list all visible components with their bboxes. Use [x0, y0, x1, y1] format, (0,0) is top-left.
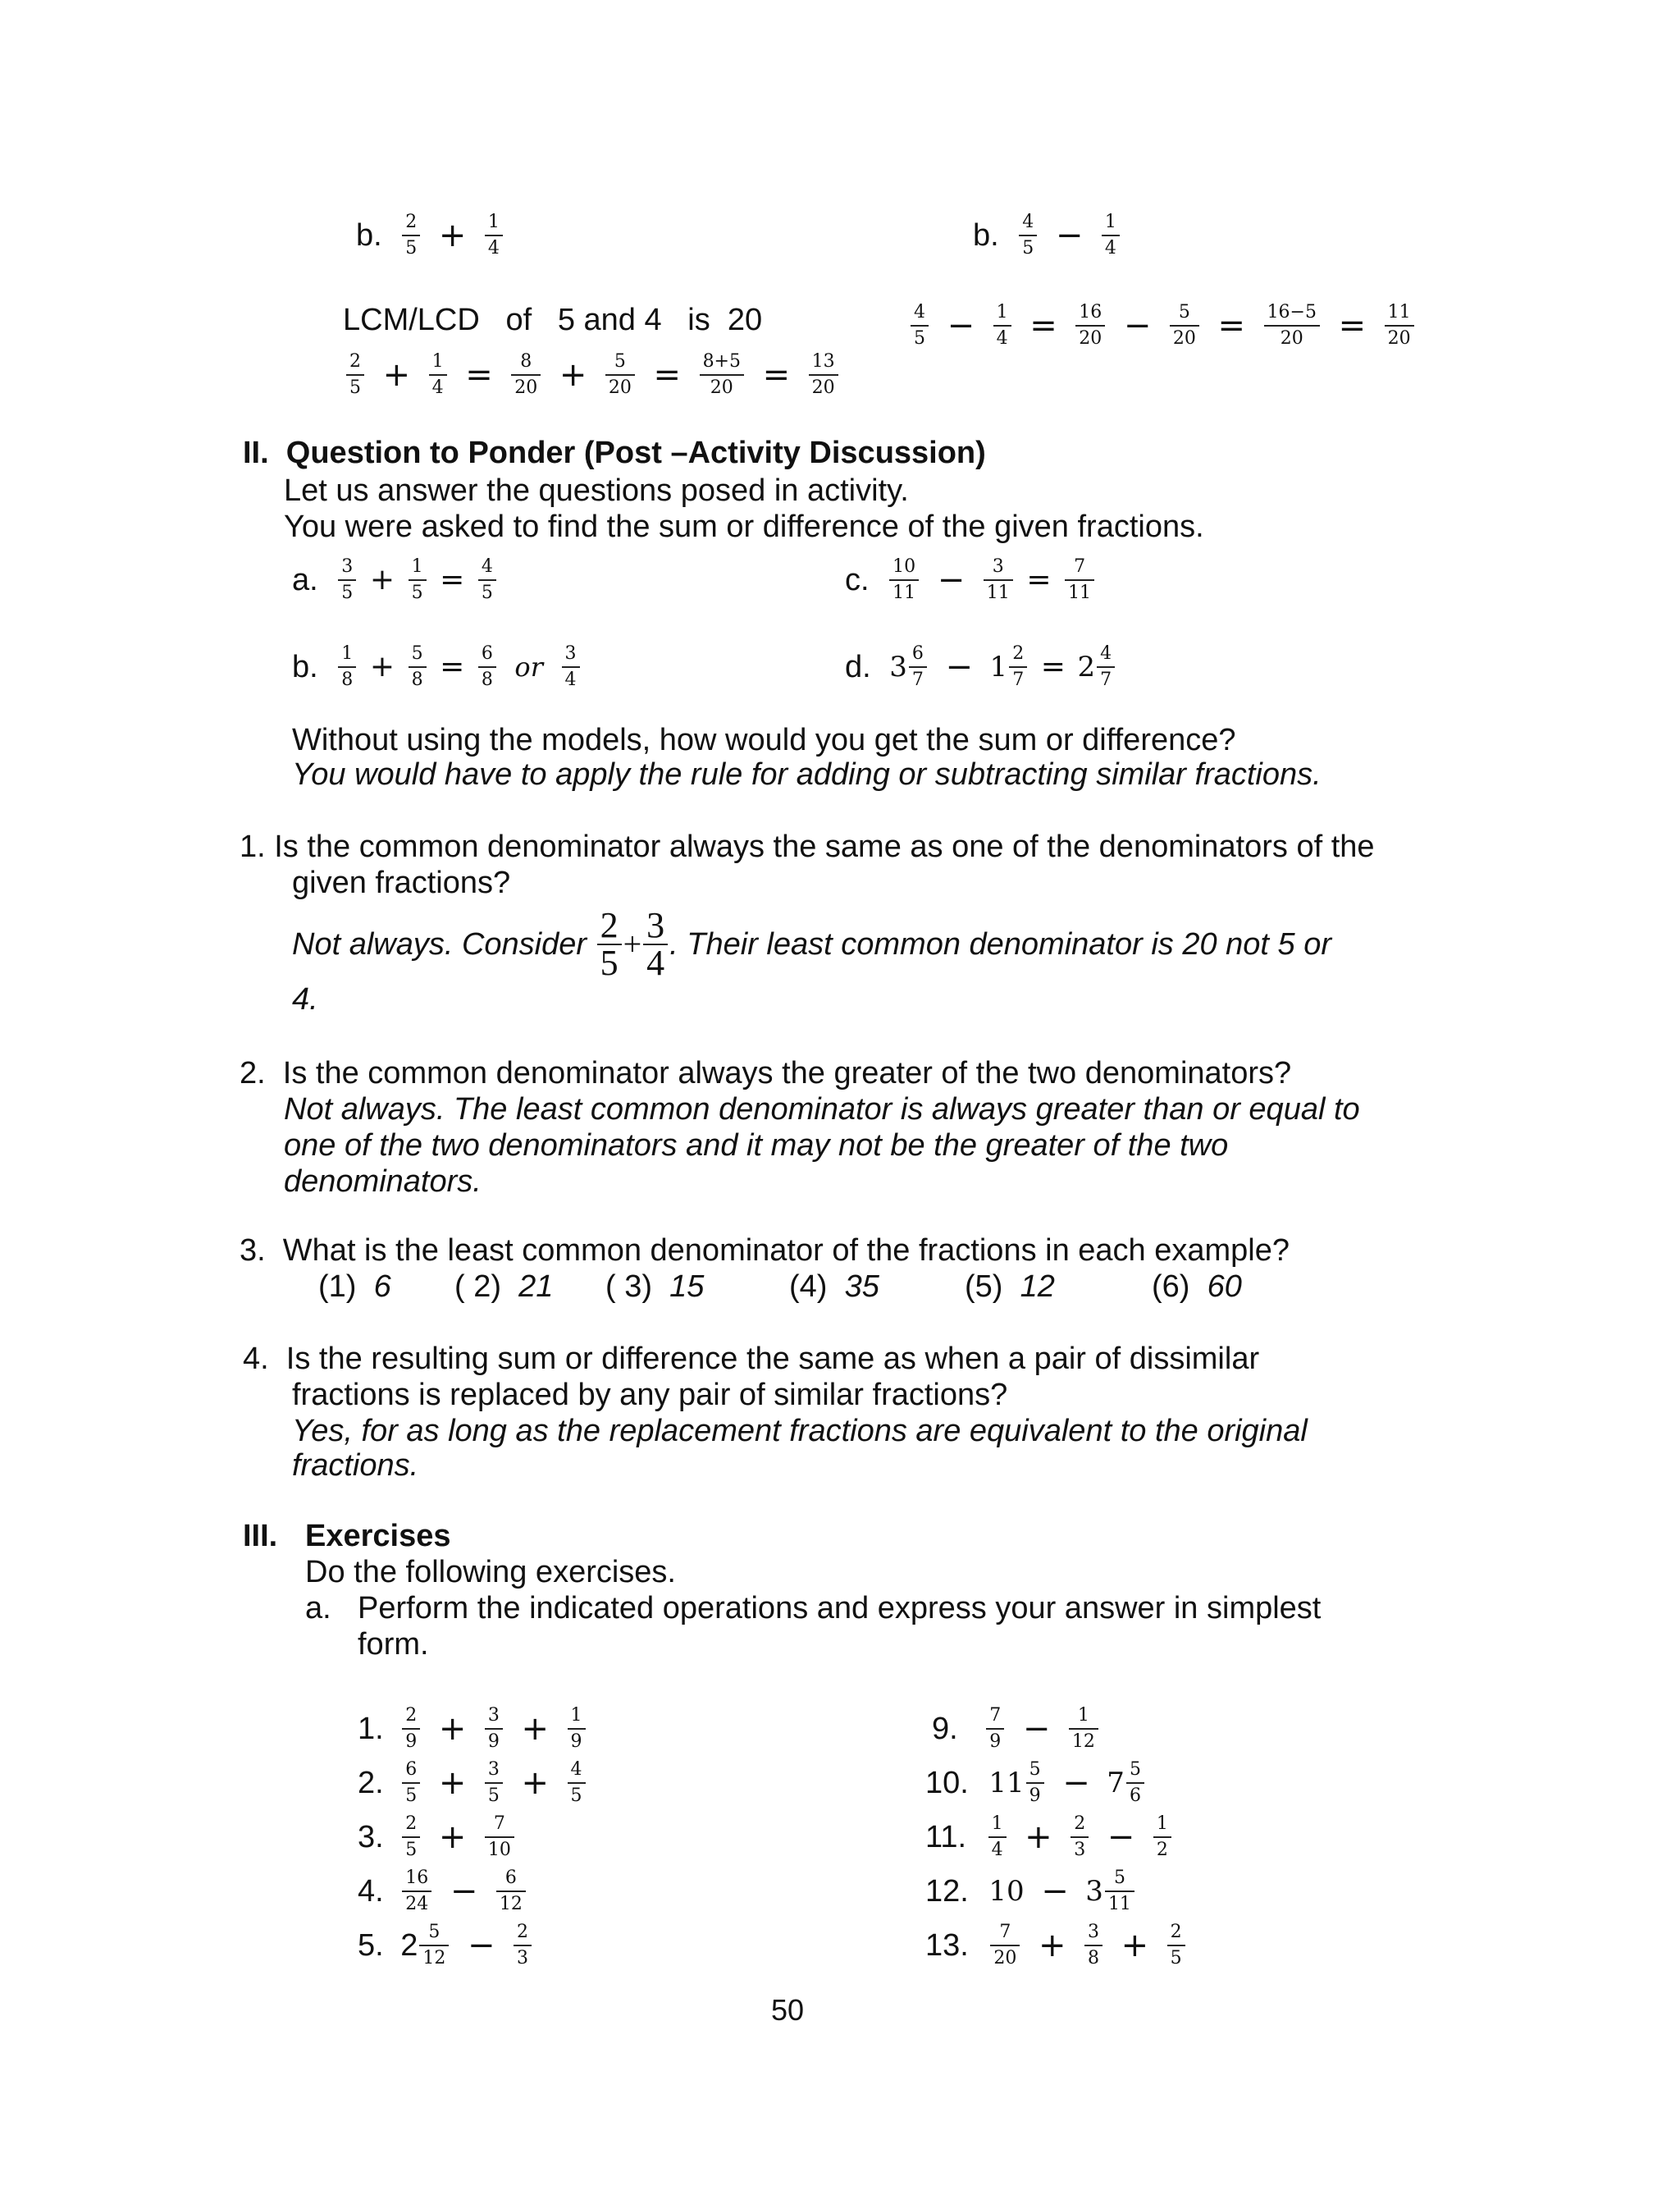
exercise-11: 11. $\frac{1}{4}$ + $\frac{2}{3}$ − $\frac{1}{2}$: [925, 1812, 1173, 1863]
fraction: $\frac{4}{5}$: [478, 555, 496, 606]
section-2-intro-1: Let us answer the questions posed in activity.: [284, 473, 909, 508]
without-answer: You would have to apply the rule for adding or subtracting similar fractions.: [292, 757, 1322, 792]
fraction: $\frac{2}{5}$: [346, 350, 364, 400]
q3-answer-2: ( 2) 21: [454, 1269, 554, 1304]
fraction: $\frac{6}{5}$: [402, 1758, 420, 1808]
fraction: $\frac{3}{9}$: [485, 1703, 503, 1754]
q3-answer-4: (4) 35: [789, 1269, 879, 1304]
fraction: $\frac{1}{4}$: [429, 350, 447, 400]
item-c: c. $\frac{10}{11}$ − $\frac{3}{11}$ = $\frac{7}{11}$: [845, 555, 1096, 606]
exercise-2: 2. $\frac{6}{5}$ + $\frac{3}{5}$ + $\frac{4}{5}$: [358, 1758, 587, 1808]
fraction: $\frac{1}{5}$: [409, 555, 427, 606]
fraction: $\frac{5}{9}$: [1026, 1758, 1044, 1808]
exercise-4: 4. $\frac{16}{24}$ − $\frac{6}{12}$: [358, 1866, 527, 1917]
q2-line-1: 2. Is the common denominator always the greater of the two denominators?: [240, 1056, 1292, 1090]
fraction: $\frac{2}{7}$: [1009, 642, 1027, 693]
fraction: $\frac{16-5}{20}$: [1264, 300, 1320, 351]
q3-answer-6: (6) 60: [1152, 1269, 1242, 1304]
fraction: $\frac{3}{11}$: [984, 555, 1013, 606]
fraction: $\frac{4}{7}$: [1097, 642, 1115, 693]
q2-answer-2: one of the two denominators and it may not be the greater of the two: [284, 1128, 1229, 1163]
q4-answer-1: Yes, for as long as the replacement fractions are equivalent to the original: [292, 1414, 1308, 1448]
fraction: $\frac{5}{12}$: [419, 1920, 449, 1971]
fraction: $\frac{6}{12}$: [496, 1866, 526, 1917]
fraction: $\frac{1}{4}$: [1102, 210, 1120, 261]
fraction: $\frac{6}{7}$: [909, 642, 927, 693]
section-2-intro-2: You were asked to find the sum or difference of the given fractions.: [284, 510, 1204, 544]
exercise-a-text-2: form.: [358, 1627, 429, 1662]
item-label: b.: [356, 218, 382, 253]
fraction: $\frac{8+5}{20}$: [700, 350, 744, 400]
q4-line-2: fractions is replaced by any pair of similar fractions?: [292, 1378, 1008, 1412]
fraction: $\frac{2}{3}$: [1071, 1812, 1089, 1863]
fraction: $\frac{2}{5}$: [597, 908, 622, 981]
page-number: 50: [771, 1993, 805, 2027]
lcm-text: LCM/LCD of 5 and 4 is 20: [343, 303, 763, 337]
exercise-13: 13. $\frac{7}{20}$ + $\frac{3}{8}$ + $\frac{2}{5}$: [925, 1920, 1187, 1971]
fraction: $\frac{2}{5}$: [402, 210, 420, 261]
fraction: $\frac{2}{9}$: [402, 1703, 420, 1754]
top-left-work: $\frac{2}{5}$ + $\frac{1}{4}$ = $\frac{8}{20}$ + $\frac{5}{20}$ = $\frac{8+5}{20}$ = $\frac{13}{20}$: [345, 350, 840, 400]
fraction: $\frac{2}{3}$: [514, 1920, 532, 1971]
top-left-problem: b. $\frac{2}{5}$ + $\frac{1}{4}$: [356, 210, 504, 261]
q3-answer-5: (5) 12: [965, 1269, 1055, 1304]
top-right-problem: b. $\frac{4}{5}$ − $\frac{1}{4}$: [973, 210, 1121, 261]
fraction: $\frac{7}{9}$: [986, 1703, 1004, 1754]
fraction: $\frac{1}{12}$: [1069, 1703, 1098, 1754]
q3-answer-3: ( 3) 15: [605, 1269, 705, 1304]
q1-line-2: given fractions?: [292, 866, 511, 900]
q2-answer-3: denominators.: [284, 1164, 482, 1199]
fraction: $\frac{5}{11}$: [1105, 1866, 1134, 1917]
fraction: $\frac{4}{5}$: [911, 300, 929, 351]
fraction: $\frac{3}{4}$: [643, 908, 668, 981]
item-label: b.: [973, 218, 999, 253]
fraction: $\frac{2}{5}$: [1167, 1920, 1185, 1971]
exercise-a-label: a.: [305, 1591, 331, 1625]
fraction: $\frac{16}{24}$: [402, 1866, 431, 1917]
item-b: b. $\frac{1}{8}$ + $\frac{5}{8}$ = $\frac{6}{8}$ or $\frac{3}{4}$: [292, 642, 582, 693]
item-a: a. $\frac{3}{5}$ + $\frac{1}{5}$ = $\frac{4}{5}$: [292, 555, 498, 606]
q1-answer: Not always. Consider $\frac{2}{5}$ + $\frac{3}{4}$ . Their least common denominator is 20 not 5 or: [292, 904, 1332, 983]
exercise-a-text-1: Perform the indicated operations and express your answer in simplest: [358, 1591, 1322, 1625]
fraction: $\frac{1}{2}$: [1153, 1812, 1171, 1863]
fraction: $\frac{11}{20}$: [1385, 300, 1414, 351]
fraction: $\frac{1}{9}$: [568, 1703, 586, 1754]
fraction: $\frac{6}{8}$: [478, 642, 496, 693]
fraction: $\frac{5}{20}$: [605, 350, 635, 400]
exercise-10: 10. 11 $\frac{5}{9}$ − 7 $\frac{5}{6}$: [925, 1758, 1146, 1808]
fraction: $\frac{1}{8}$: [338, 642, 356, 693]
fraction: $\frac{1}{4}$: [993, 300, 1011, 351]
fraction: $\frac{4}{5}$: [568, 1758, 586, 1808]
fraction: $\frac{7}{10}$: [485, 1812, 514, 1863]
q1-answer-end: 4.: [292, 982, 318, 1017]
q2-answer-1: Not always. The least common denominator is always greater than or equal to: [284, 1092, 1360, 1127]
fraction: $\frac{5}{8}$: [409, 642, 427, 693]
fraction: $\frac{16}{20}$: [1075, 300, 1105, 351]
fraction: $\frac{3}{8}$: [1084, 1920, 1102, 1971]
q3-answer-1: (1) 6: [318, 1269, 391, 1304]
fraction: $\frac{1}{4}$: [485, 210, 503, 261]
exercise-9: 9. $\frac{7}{9}$ − $\frac{1}{12}$: [932, 1703, 1100, 1754]
exercise-5: 5. 2 $\frac{5}{12}$ − $\frac{2}{3}$: [358, 1920, 533, 1971]
section-3-intro: Do the following exercises.: [305, 1555, 676, 1589]
section-3-heading: Exercises: [305, 1519, 451, 1553]
q1-line-1: 1. Is the common denominator always the same as one of the denominators of the: [240, 830, 1375, 864]
exercise-3: 3. $\frac{2}{5}$ + $\frac{7}{10}$: [358, 1812, 516, 1863]
fraction: $\frac{2}{5}$: [402, 1812, 420, 1863]
top-right-work: $\frac{4}{5}$ − $\frac{1}{4}$ = $\frac{16}{20}$ − $\frac{5}{20}$ = $\frac{16-5}{20}$ = $\frac{11}{20}$: [909, 300, 1416, 351]
fraction: $\frac{7}{11}$: [1065, 555, 1094, 606]
fraction: $\frac{3}{5}$: [338, 555, 356, 606]
without-question: Without using the models, how would you get the sum or difference?: [292, 723, 1236, 757]
fraction: $\frac{3}{5}$: [485, 1758, 503, 1808]
fraction: $\frac{4}{5}$: [1019, 210, 1037, 261]
section-2-heading: II. Question to Ponder (Post –Activity Discussion): [243, 436, 986, 470]
fraction: $\frac{5}{20}$: [1170, 300, 1199, 351]
fraction: $\frac{1}{4}$: [988, 1812, 1007, 1863]
fraction: $\frac{10}{11}$: [889, 555, 919, 606]
fraction: $\frac{7}{20}$: [990, 1920, 1020, 1971]
exercise-1: 1. $\frac{2}{9}$ + $\frac{3}{9}$ + $\frac{1}{9}$: [358, 1703, 587, 1754]
exercise-12: 12. 10 − 3 $\frac{5}{11}$: [925, 1866, 1136, 1917]
fraction: $\frac{5}{6}$: [1126, 1758, 1144, 1808]
q3-line-1: 3. What is the least common denominator of the fractions in each example?: [240, 1233, 1290, 1268]
fraction: $\frac{13}{20}$: [809, 350, 838, 400]
section-3-number: III.: [243, 1519, 278, 1553]
item-d: d. 3 $\frac{6}{7}$ − 1 $\frac{2}{7}$ = 2 $\frac{4}{7}$: [845, 642, 1116, 693]
fraction: $\frac{8}{20}$: [511, 350, 541, 400]
q4-line-1: 4. Is the resulting sum or difference the same as when a pair of dissimilar: [243, 1342, 1260, 1376]
fraction: $\frac{3}{4}$: [562, 642, 580, 693]
q4-answer-2: fractions.: [292, 1448, 419, 1483]
